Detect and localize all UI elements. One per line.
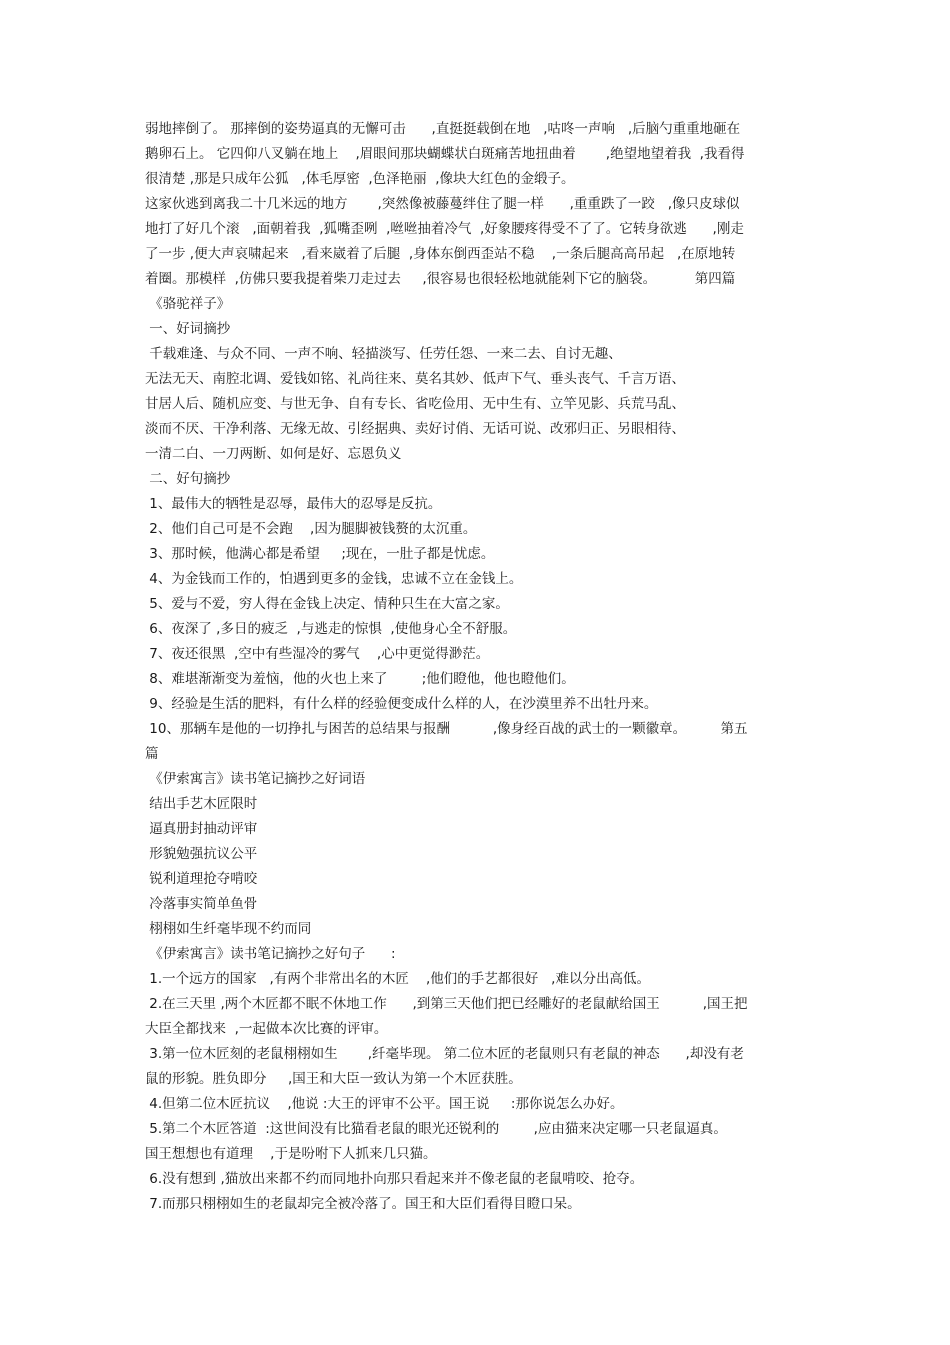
sentence-item: 1、最伟大的牺牲是忍辱，最伟大的忍辱是反抗。 bbox=[145, 496, 442, 512]
text-line: 了一步 ,便大声哀啸起来 ,看来崴着了后腿 ,身体东倒西歪站不稳 ,一条后腿高高吊起 ,在原地转 bbox=[145, 246, 736, 262]
text-line: 这家伙逃到离我二十几米远的地方 ,突然像被藤蔓绊住了腿一样 ,重重跌了一跤 ,像只皮球似 bbox=[145, 196, 740, 212]
sentence-item-continued: 国王想想也有道理 ,于是吩咐下人抓来几只猫。 bbox=[145, 1146, 437, 1162]
word-group-line: 冷落事实简单鱼骨 bbox=[145, 896, 258, 912]
sentence-item: 7、夜还很黑 ,空中有些湿冷的雾气 ,心中更觉得渺茫。 bbox=[145, 646, 490, 662]
book-title-heading: 《伊索寓言》读书笔记摘抄之好词语 bbox=[145, 771, 366, 787]
sentence-item: 3、那时候，他满心都是希望 ;现在，一肚子都是忧虑。 bbox=[145, 546, 495, 562]
word-group-line: 锐利道理抢夺啃咬 bbox=[145, 871, 258, 887]
sentence-item: 6、夜深了 ,多日的疲乏 ,与逃走的惊惧 ,使他身心全不舒服。 bbox=[145, 621, 517, 637]
word-group-line: 逼真册封抽动评审 bbox=[145, 821, 258, 837]
book-title-heading: 《伊索寓言》读书笔记摘抄之好句子 : bbox=[145, 946, 396, 962]
sentence-item-continued: 鼠的形貌。胜负即分 ,国王和大臣一致认为第一个木匠获胜。 bbox=[145, 1071, 522, 1087]
text-line: 篇 bbox=[145, 746, 159, 762]
sentence-item: 4.但第二位木匠抗议 ,他说 :大王的评审不公平。国王说 :那你说怎么办好。 bbox=[145, 1096, 624, 1112]
text-line: 弱地摔倒了。 那摔倒的姿势逼真的无懈可击 ,直挺挺载倒在地 ,咕咚一声响 ,后脑勺重重地砸在 bbox=[145, 121, 741, 137]
text-line: 很清楚 ,那是只成年公狐 ,体毛厚密 ,色泽艳丽 ,像块大红色的金缎子。 bbox=[145, 171, 575, 187]
sentence-item: 5、爱与不爱，穷人得在金钱上决定、情种只生在大富之家。 bbox=[145, 596, 509, 612]
document-body bbox=[145, 117, 805, 1217]
sentence-item-continued: 大臣全都找来 ,一起做本次比赛的评审。 bbox=[145, 1021, 388, 1037]
word-group-line: 结出手艺木匠限时 bbox=[145, 796, 258, 812]
book-title-heading: 《骆驼祥子》 bbox=[145, 296, 231, 312]
sentence-item: 2.在三天里 ,两个木匠都不眠不休地工作 ,到第三天他们把已经雕好的老鼠献给国王 ,国王把 bbox=[145, 996, 748, 1012]
sentence-item: 5.第二个木匠答道 :这世间没有比猫看老鼠的眼光还锐利的 ,应由猫来决定哪一只老鼠逼真。 bbox=[145, 1121, 727, 1137]
word-list-line: 甘居人后、随机应变、与世无争、自有专长、省吃俭用、无中生有、立竿见影、兵荒马乱、 bbox=[145, 396, 685, 412]
section-heading: 一、好词摘抄 bbox=[145, 321, 231, 337]
word-list-line: 无法无天、南腔北调、爱钱如铭、礼尚往来、莫名其妙、低声下气、垂头丧气、千言万语、 bbox=[145, 371, 685, 387]
word-list-line: 淡而不厌、干净利落、无缘无故、引经据典、卖好讨俏、无话可说、改邪归正、另眼相待、 bbox=[145, 421, 685, 437]
sentence-item: 9、经验是生活的肥料，有什么样的经验便变成什么样的人，在沙漠里养不出牡丹来。 bbox=[145, 696, 658, 712]
section-heading: 二、好句摘抄 bbox=[145, 471, 231, 487]
sentence-item: 4、为金钱而工作的，怕遇到更多的金钱，忠诚不立在金钱上。 bbox=[145, 571, 523, 587]
sentence-item: 7.而那只栩栩如生的老鼠却完全被冷落了。国王和大臣们看得目瞪口呆。 bbox=[145, 1196, 581, 1212]
sentence-item: 8、难堪渐渐变为羞恼，他的火也上来了 ;他们瞪他，他也瞪他们。 bbox=[145, 671, 575, 687]
word-list-line: 千载难逢、与众不同、一声不响、轻描淡写、任劳任怨、一来二去、自讨无趣、 bbox=[145, 346, 622, 362]
sentence-item: 2、他们自己可是不会跑 ,因为腿脚被钱赘的太沉重。 bbox=[145, 521, 477, 537]
sentence-item: 3.第一位木匠刻的老鼠栩栩如生 ,纤毫毕现。 第二位木匠的老鼠则只有老鼠的神态 ,却没有老 bbox=[145, 1046, 744, 1062]
word-group-line: 栩栩如生纤毫毕现不约而同 bbox=[145, 921, 312, 937]
text-line: 着圈。那模样 ,仿佛只要我提着柴刀走过去 ,很容易也很轻松地就能剁下它的脑袋。 第四篇 bbox=[145, 271, 736, 287]
word-list-line: 一清二白、一刀两断、如何是好、忘恩负义 bbox=[145, 446, 402, 462]
text-line: 鹅卵石上。 它四仰八叉躺在地上 ,眉眼间那块蝴蝶状白斑痛苦地扭曲着 ,绝望地望着我 ,我看得 bbox=[145, 146, 745, 162]
sentence-item: 6.没有想到 ,猫放出来都不约而同地扑向那只看起来并不像老鼠的老鼠啃咬、抢夺。 bbox=[145, 1171, 644, 1187]
sentence-item: 1.一个远方的国家 ,有两个非常出名的木匠 ,他们的手艺都很好 ,难以分出高低。 bbox=[145, 971, 650, 987]
text-line: 地打了好几个滚 ,面朝着我 ,狐嘴歪咧 ,咝咝抽着冷气 ,好象腰疼得受不了了。它转身欲逃 ,刚走 bbox=[145, 221, 744, 237]
sentence-item: 10、那辆车是他的一切挣扎与困苦的总结果与报酬 ,像身经百战的武士的一颗徽章。 第五 bbox=[145, 721, 748, 737]
word-group-line: 形貌勉强抗议公平 bbox=[145, 846, 258, 862]
